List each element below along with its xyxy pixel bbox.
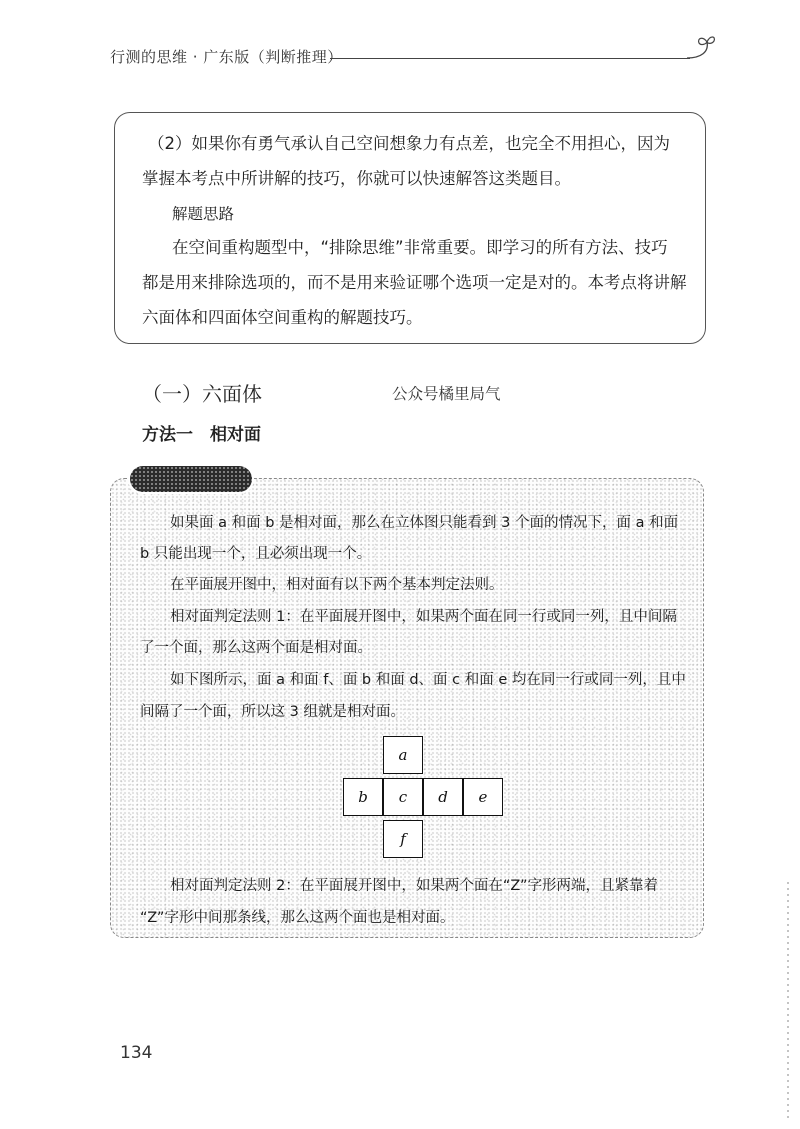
- knowledge-line-4: 相对面判定法则 1：在平面展开图中，如果两个面在同一行或同一列，且中间隔: [170, 609, 677, 625]
- page-number: 134: [120, 1043, 153, 1063]
- cube-net-face-b: b: [343, 778, 383, 816]
- scan-edge-noise: [786, 880, 790, 1120]
- method-heading: 方法一 相对面: [142, 425, 261, 445]
- running-header-title: 行测的思维 · 广东版（判断推理）: [110, 48, 343, 66]
- knowledge-line-7: 间隔了一个面，所以这 3 组就是相对面。: [140, 704, 405, 720]
- knowledge-line-9: “Z”字形中间那条线，那么这两个面也是相对面。: [140, 910, 455, 926]
- knowledge-line-1: 如果面 a 和面 b 是相对面，那么在立体图只能看到 3 个面的情况下，面 a 和面: [170, 515, 679, 531]
- watermark-text: 公众号橘里局气: [392, 385, 501, 403]
- cube-net-face-c: c: [383, 778, 423, 816]
- intro-line-2: 掌握本考点中所讲解的技巧，你就可以快速解答这类题目。: [142, 169, 571, 188]
- knowledge-badge: [130, 466, 252, 492]
- intro-subheading: 解题思路: [172, 205, 235, 223]
- section-title: （一）六面体: [142, 382, 262, 406]
- intro-line-3: 在空间重构题型中，“排除思维”非常重要。即学习的所有方法、技巧: [172, 238, 668, 257]
- cube-net-face-d: d: [423, 778, 463, 816]
- sprout-icon: [683, 30, 719, 66]
- intro-line-4: 都是用来排除选项的，而不是用来验证哪个选项一定是对的。本考点将讲解: [142, 273, 687, 292]
- cube-net-face-e: e: [463, 778, 503, 816]
- header-rule: [330, 58, 690, 59]
- knowledge-line-8: 相对面判定法则 2：在平面展开图中，如果两个面在“Z”字形两端，且紧靠着: [170, 878, 659, 894]
- knowledge-line-6: 如下图所示，面 a 和面 f、面 b 和面 d、面 c 和面 e 均在同一行或同一列，且中: [170, 672, 686, 688]
- knowledge-line-2: b 只能出现一个，且必须出现一个。: [140, 546, 372, 562]
- knowledge-line-5: 了一个面，那么这两个面是相对面。: [140, 640, 372, 656]
- knowledge-line-3: 在平面展开图中，相对面有以下两个基本判定法则。: [170, 577, 504, 593]
- intro-line-5: 六面体和四面体空间重构的解题技巧。: [142, 308, 423, 327]
- cube-net-face-a: a: [383, 736, 423, 774]
- intro-line-1: （2）如果你有勇气承认自己空间想象力有点差，也完全不用担心，因为: [148, 134, 670, 153]
- cube-net-face-f: f: [383, 820, 423, 858]
